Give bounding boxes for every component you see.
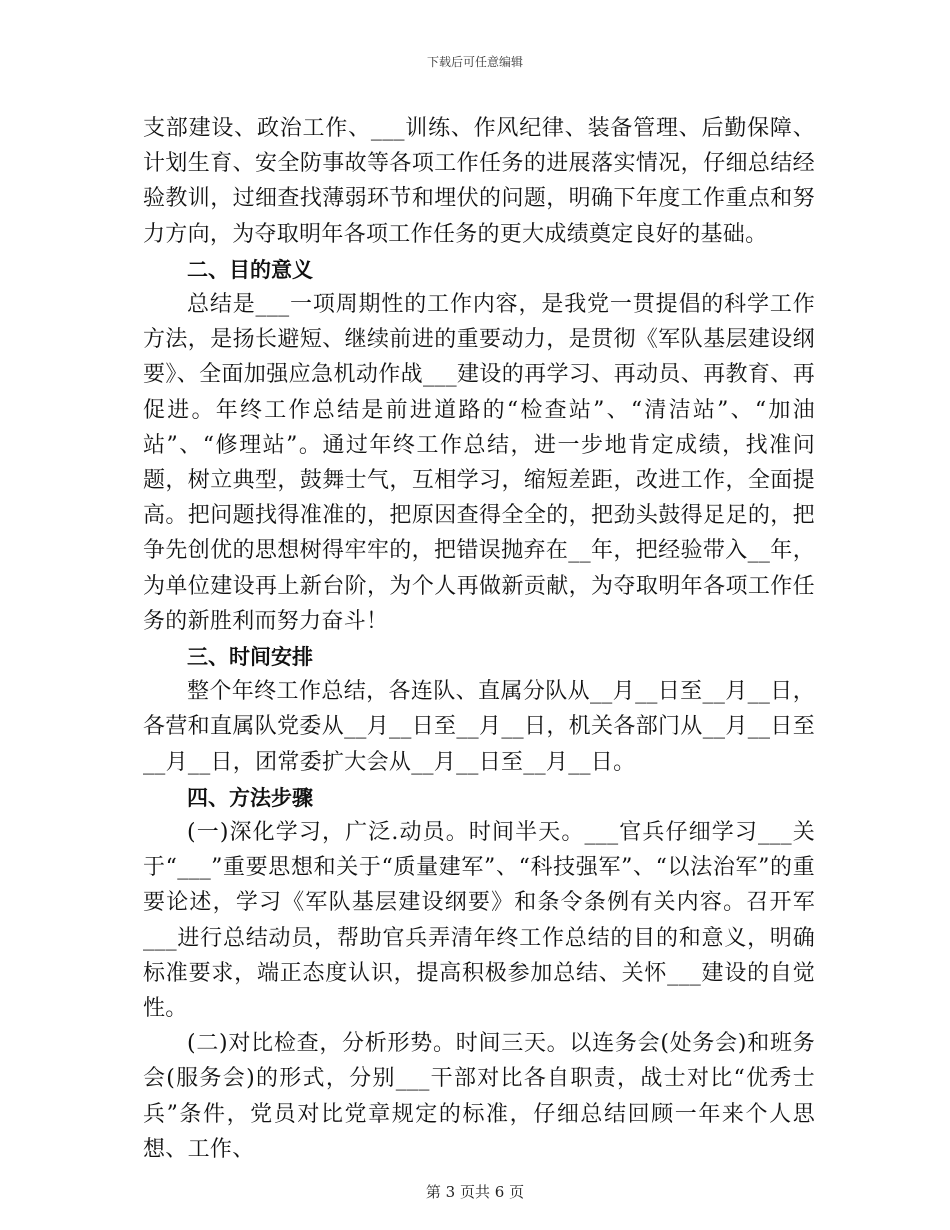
paragraph: 整个年终工作总结，各连队、直属分队从__月__日至__月__日，各营和直属队党委从__月__日至__月__日，机关各部门从__月__日至__月__日，团常委扩大会从__月__日至__月__日。 xyxy=(143,679,815,775)
paragraph: (一)深化学习，广泛.动员。时间半天。___官兵仔细学习___关于“___”重要思想和关于“质量建军”、“科技强军”、“以法治军”的重要论述，学习《军队基层建设纲要》和条令条例有关内容。召开军___进行总结动员，帮助官兵弄清年终工作总结的目的和意义，明确标准要求，端正态度认识，提高积极参加总结、关怀___建设的自觉性。 xyxy=(143,820,815,1022)
page-footer: 第 3 页共 6 页 xyxy=(425,1183,525,1201)
section-heading: 四、方法步骤 xyxy=(187,784,313,810)
page-header: 下载后可任意编辑 xyxy=(426,55,523,69)
paragraph: (二)对比检查，分析形势。时间三天。以连务会(处务会)和班务会(服务会)的形式，分别___干部对比各自职责，战士对比“优秀士兵”条件，党员对比党章规定的标准，仔细总结回顾一年来个人思想、工作、 xyxy=(143,1031,815,1162)
paragraph: 支部建设、政治工作、___训练、作风纪律、装备管理、后勤保障、计划生育、安全防事故等各项工作任务的进展落实情况，仔细总结经验教训，过细查找薄弱环节和埋伏的问题，明确下年度工作重点和努力方向，为夺取明年各项工作任务的更大成绩奠定良好的基础。 xyxy=(143,116,815,247)
paragraph: 总结是___一项周期性的工作内容，是我党一贯提倡的科学工作方法，是扬长避短、继续前进的重要动力，是贯彻《军队基层建设纲要》、全面加强应急机动作战___建设的再学习、再动员、再教育、再促进。年终工作总结是前进道路的“检查站”、“清洁站”、“加油站”、“修理站”。通过年终工作总结，进一步地肯定成绩，找准问题，树立典型，鼓舞士气，互相学习，缩短差距，改进工作，全面提高。把问题找得准准的，把原因查得全全的，把劲头鼓得足足的，把争先创优的思想树得牢牢的，把错误抛弃在__年，把经验带入__年，为单位建设再上新台阶，为个人再做新贡献，为夺取明年各项工作任务的新胜利而努力奋斗！ xyxy=(143,292,815,634)
section-heading: 二、目的意义 xyxy=(187,256,313,282)
section-heading: 三、时间安排 xyxy=(187,644,313,670)
document-body xyxy=(143,111,815,1167)
